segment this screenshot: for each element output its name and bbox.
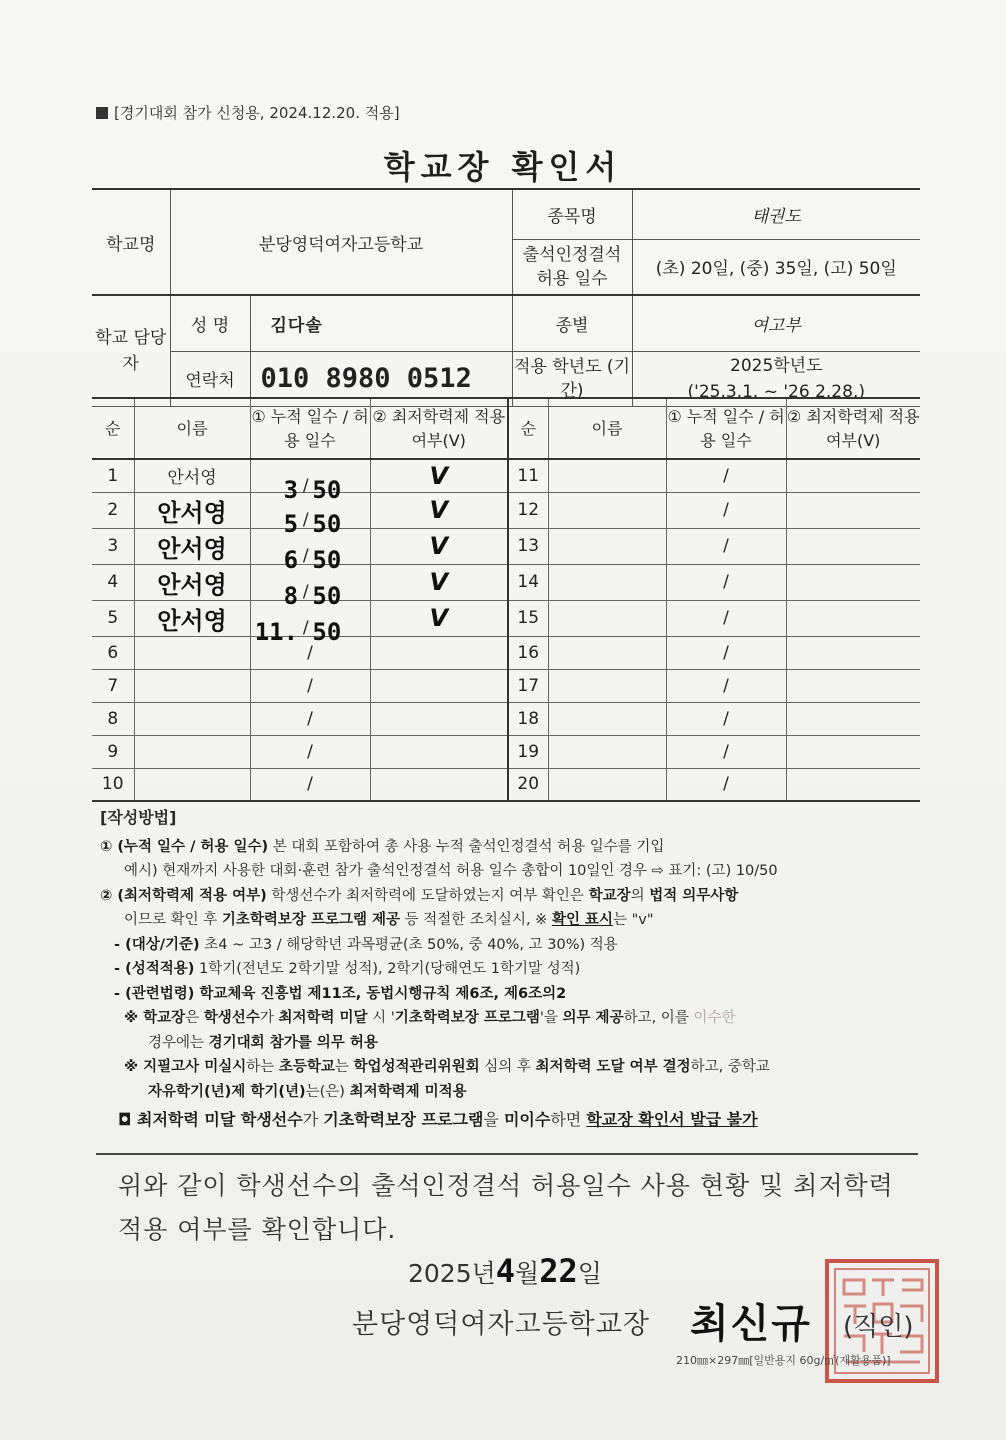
name-label: 성 명 bbox=[170, 295, 250, 351]
seal-label: (직인) bbox=[843, 1312, 914, 1342]
check-mark bbox=[786, 600, 920, 636]
row-no: 3 bbox=[92, 528, 134, 564]
days-cell: / bbox=[666, 768, 786, 801]
row-no: 15 bbox=[508, 600, 548, 636]
table-row bbox=[92, 459, 920, 492]
table-row bbox=[92, 669, 920, 702]
instructions-heading: [작성방법] bbox=[100, 808, 177, 827]
check-mark bbox=[786, 735, 920, 768]
sport-label: 종목명 bbox=[512, 189, 632, 239]
row-no: 1 bbox=[92, 459, 134, 492]
check-mark bbox=[370, 636, 508, 669]
athlete-name bbox=[548, 702, 666, 735]
athlete-name-handwritten: 안서영 bbox=[134, 528, 250, 564]
athlete-name-handwritten: 안서영 bbox=[134, 492, 250, 528]
document-title: 학교장 확인서 bbox=[383, 148, 623, 186]
days-cell: / bbox=[666, 735, 786, 768]
row-no: 12 bbox=[508, 492, 548, 528]
confirmation-date: 2025년4월22일 bbox=[408, 1252, 602, 1290]
row-no: 11 bbox=[508, 459, 548, 492]
school-info-table bbox=[92, 188, 920, 407]
instruction-line: ② (최저학력제 적용 여부) 학생선수가 최저학력에 도달하였는지 여부 확인은 학교장의 법적 의무사항 bbox=[100, 887, 739, 904]
row-no: 10 bbox=[92, 768, 134, 801]
row-no: 17 bbox=[508, 669, 548, 702]
days-cell: / bbox=[250, 669, 370, 702]
instruction-warning: ◘ 최저학력 미달 학생선수가 기초학력보장 프로그램을 미이수하면 학교장 확인서 발급 불가 bbox=[118, 1110, 758, 1129]
row-no: 14 bbox=[508, 564, 548, 600]
table-row bbox=[92, 702, 920, 735]
category-value: 여고부 bbox=[632, 295, 920, 351]
check-mark bbox=[786, 459, 920, 492]
athlete-name bbox=[134, 768, 250, 801]
days-cell: / bbox=[666, 702, 786, 735]
table-row bbox=[92, 528, 920, 564]
days-cell: / bbox=[666, 459, 786, 492]
days-cell: / bbox=[666, 492, 786, 528]
form-usage-tag: [경기대회 참가 신청용, 2024.12.20. 적용] bbox=[96, 102, 400, 123]
days-cell: / bbox=[666, 600, 786, 636]
days-cell: / bbox=[250, 768, 370, 801]
category-label: 종별 bbox=[512, 295, 632, 351]
row-no: 8 bbox=[92, 702, 134, 735]
instruction-line: - (대상/기준) 초4 ~ 고3 / 해당학년 과목평균(초 50%, 중 40%, 고 30%) 적용 bbox=[114, 936, 618, 953]
check-mark bbox=[370, 702, 508, 735]
check-mark bbox=[786, 564, 920, 600]
athlete-name bbox=[134, 669, 250, 702]
instruction-line: - (관련법령) 학교체육 진흥법 제11조, 동법시행규칙 제6조, 제6조의2 bbox=[114, 985, 567, 1002]
contact-person-label: 학교 담당자 bbox=[92, 295, 170, 406]
check-mark bbox=[786, 492, 920, 528]
athlete-name-handwritten: 안서영 bbox=[134, 564, 250, 600]
check-mark: V bbox=[370, 600, 508, 636]
athlete-name bbox=[134, 636, 250, 669]
paper-spec-footnote: 210㎜×297㎜[일반용지 60g/㎡(재활용품)] bbox=[676, 1354, 891, 1367]
athlete-name bbox=[134, 702, 250, 735]
confirmation-statement: 위와 같이 학생선수의 출석인정결석 허용일수 사용 현황 및 최저학력 적용 여부를 확인합니다. bbox=[118, 1171, 894, 1244]
days-cell: 6 / 50 bbox=[250, 528, 370, 564]
row-no: 5 bbox=[92, 600, 134, 636]
check-mark: V bbox=[370, 564, 508, 600]
row-no: 18 bbox=[508, 702, 548, 735]
table-row bbox=[92, 600, 920, 636]
days-cell: / bbox=[250, 735, 370, 768]
athlete-table bbox=[92, 397, 920, 802]
square-bullet-icon bbox=[96, 107, 108, 119]
days-cell: / bbox=[666, 669, 786, 702]
row-no: 2 bbox=[92, 492, 134, 528]
check-mark bbox=[786, 768, 920, 801]
instruction-line: ① (누적 일수 / 허용 일수) 본 대회 포함하여 총 사용 누적 출석인정결석 허용 일수를 기입 bbox=[100, 838, 665, 855]
col-days: ① 누적 일수 / 허용 일수 bbox=[250, 398, 370, 459]
days-cell: / bbox=[666, 528, 786, 564]
row-no: 13 bbox=[508, 528, 548, 564]
row-no: 16 bbox=[508, 636, 548, 669]
col-days-right: ① 누적 일수 / 허용 일수 bbox=[666, 398, 786, 459]
col-no: 순 bbox=[92, 398, 134, 459]
instruction-line: - (성적적용) 1학기(전년도 2학기말 성적), 2학기(당해연도 1학기말 성적) bbox=[114, 961, 581, 977]
col-name: 이름 bbox=[134, 398, 250, 459]
check-mark bbox=[786, 669, 920, 702]
sport-value: 태권도 bbox=[632, 189, 920, 239]
school-name-label: 학교명 bbox=[92, 189, 170, 295]
days-cell: 8 / 50 bbox=[250, 564, 370, 600]
table-row bbox=[92, 492, 920, 528]
table-header-row bbox=[92, 398, 920, 459]
col-name-right: 이름 bbox=[548, 398, 666, 459]
athlete-name bbox=[548, 459, 666, 492]
contact-name-handwritten: 김다솔 bbox=[250, 295, 512, 351]
month-handwritten: 4 bbox=[495, 1252, 516, 1290]
principal-signature: 최신규 bbox=[690, 1301, 812, 1347]
check-mark bbox=[786, 528, 920, 564]
instruction-note: 자유학기(년)제 학기(년)는(은) 최저학력제 미적용 bbox=[148, 1083, 467, 1100]
school-year-label: 적용 학년도 (기간) bbox=[512, 351, 632, 406]
days-cell: 3 / 50 bbox=[250, 459, 370, 492]
check-mark bbox=[370, 768, 508, 801]
instructions-section bbox=[100, 806, 920, 1133]
row-no: 4 bbox=[92, 564, 134, 600]
contact-phone-handwritten: 010 8980 0512 bbox=[250, 351, 512, 406]
days-cell: / bbox=[250, 702, 370, 735]
athlete-name bbox=[548, 768, 666, 801]
days-cell: / bbox=[666, 564, 786, 600]
school-year-text: 2025학년도 bbox=[730, 355, 823, 376]
day-handwritten: 22 bbox=[539, 1252, 578, 1290]
athlete-name bbox=[548, 669, 666, 702]
table-row bbox=[92, 636, 920, 669]
check-mark: V bbox=[370, 492, 508, 528]
days-cell: / bbox=[250, 636, 370, 669]
instruction-note: 경우에는 경기대회 참가를 의무 허용 bbox=[148, 1034, 378, 1051]
table-row bbox=[92, 768, 920, 801]
instruction-note: ※ 학교장은 학생선수가 최저학력 미달 시 '기초학력보장 프로그램'을 의무 제공하고, 이를 이수한 bbox=[124, 1010, 736, 1026]
days-cell: 5 / 50 bbox=[250, 492, 370, 528]
row-no: 6 bbox=[92, 636, 134, 669]
instruction-example: 예시) 현재까지 사용한 대회·훈련 참가 출석인정결석 허용 일수 총합이 10일인 경우 ⇨ 표기: (고) 10/50 bbox=[124, 863, 778, 879]
check-mark: V bbox=[370, 459, 508, 492]
check-mark bbox=[786, 636, 920, 669]
table-row bbox=[92, 564, 920, 600]
table-row bbox=[92, 735, 920, 768]
athlete-name bbox=[548, 492, 666, 528]
col-no-right: 순 bbox=[508, 398, 548, 459]
days-cell: 11. / 50 bbox=[250, 600, 370, 636]
check-mark bbox=[370, 669, 508, 702]
row-no: 9 bbox=[92, 735, 134, 768]
athlete-name: 안서영 bbox=[134, 459, 250, 492]
divider bbox=[96, 1153, 918, 1155]
check-mark bbox=[370, 735, 508, 768]
athlete-name bbox=[134, 735, 250, 768]
phone-label: 연락처 bbox=[170, 351, 250, 406]
athlete-name bbox=[548, 600, 666, 636]
athlete-name bbox=[548, 528, 666, 564]
athlete-name bbox=[548, 735, 666, 768]
check-mark bbox=[786, 702, 920, 735]
school-name-value: 분당영덕여자고등학교 bbox=[170, 189, 512, 295]
absence-days-label: 출석인정결석 허용 일수 bbox=[512, 239, 632, 295]
absence-days-value: (초) 20일, (중) 35일, (고) 50일 bbox=[632, 239, 920, 295]
school-year-period: ('25.3.1. ~ '26 2.28.) bbox=[687, 381, 865, 402]
instruction-line: 이므로 확인 후 기초학력보장 프로그램 제공 등 적절한 조치실시, ※ 확인 표시는 "v" bbox=[124, 912, 654, 928]
days-cell: / bbox=[666, 636, 786, 669]
col-check-right: ② 최저학력제 적용 여부(V) bbox=[786, 398, 920, 459]
row-no: 20 bbox=[508, 768, 548, 801]
athlete-name bbox=[548, 636, 666, 669]
check-mark: V bbox=[370, 528, 508, 564]
row-no: 19 bbox=[508, 735, 548, 768]
col-check: ② 최저학력제 적용 여부(V) bbox=[370, 398, 508, 459]
athlete-name-handwritten: 안서영 bbox=[134, 600, 250, 636]
instruction-note: ※ 지필고사 미실시하는 초등학교는 학업성적관리위원회 심의 후 최저학력 도달 여부 결정하고, 중학교 bbox=[124, 1059, 770, 1075]
row-no: 7 bbox=[92, 669, 134, 702]
athlete-name bbox=[548, 564, 666, 600]
principal-title: 분당영덕여자고등학교장 bbox=[352, 1309, 650, 1340]
